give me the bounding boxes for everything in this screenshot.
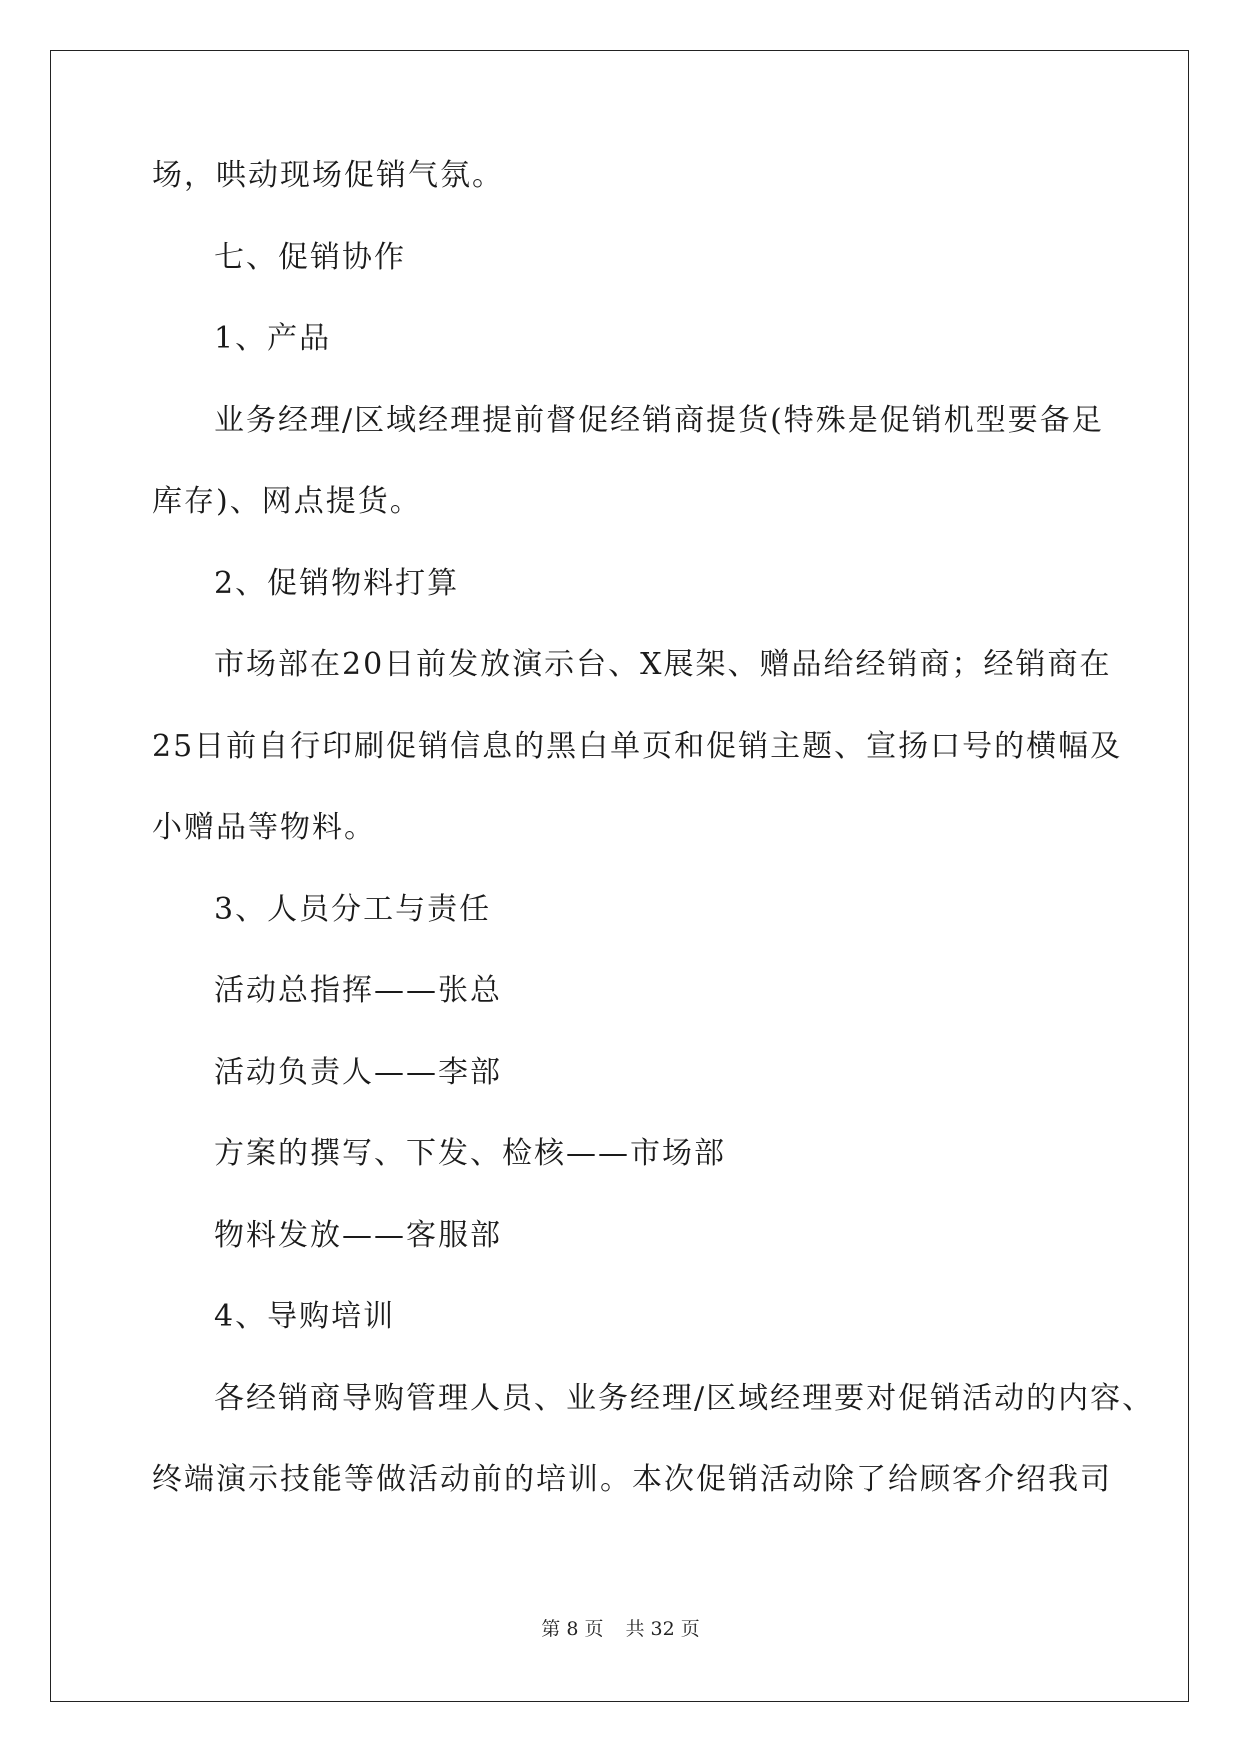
subsection-heading: 2、促销物料打算 — [214, 566, 460, 601]
body-text-line: 业务经理/区域经理提前督促经销商提货(特殊是促销机型要备足 — [214, 403, 1104, 438]
page-number-current: 第 8 页 — [541, 1618, 604, 1640]
subsection-heading: 4、导购培训 — [214, 1299, 396, 1334]
body-text-line: 小赠品等物料。 — [152, 810, 376, 845]
page-number-total: 共 32 页 — [625, 1618, 700, 1640]
body-text-line: 25日前自行印刷促销信息的黑白单页和促销主题、宣扬口号的横幅及 — [152, 729, 1123, 764]
page-footer — [0, 1614, 1241, 1641]
role-assignment: 活动负责人——李部 — [214, 1055, 502, 1090]
role-assignment: 活动总指挥——张总 — [214, 973, 502, 1008]
role-assignment: 物料发放——客服部 — [214, 1218, 502, 1253]
page-border — [50, 50, 1189, 1702]
body-text-line: 终端演示技能等做活动前的培训。本次促销活动除了给顾客介绍我司 — [152, 1462, 1112, 1497]
body-text-line: 库存)、网点提货。 — [152, 484, 422, 519]
body-text-line: 各经销商导购管理人员、业务经理/区域经理要对促销活动的内容、 — [214, 1381, 1155, 1416]
subsection-heading: 3、人员分工与责任 — [214, 892, 492, 927]
section-heading: 七、促销协作 — [214, 240, 406, 275]
subsection-heading: 1、产品 — [214, 321, 332, 356]
body-text-line: 场，哄动现场促销气氛。 — [152, 158, 504, 193]
body-text-line: 市场部在20日前发放演示台、X展架、赠品给经销商；经销商在 — [214, 647, 1112, 682]
role-assignment: 方案的撰写、下发、检核——市场部 — [214, 1136, 726, 1171]
